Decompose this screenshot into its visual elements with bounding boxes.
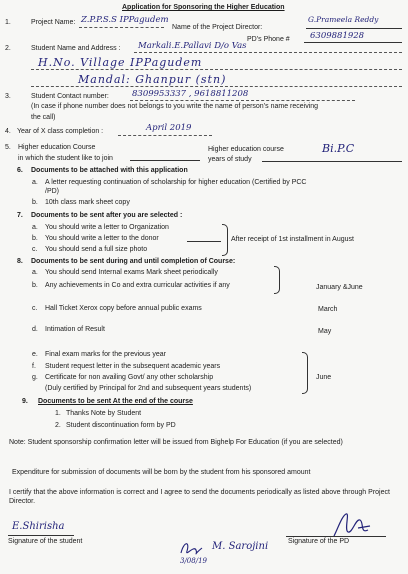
page-title: Application for Sponsoring the Higher Education <box>122 4 285 11</box>
s8-item-a: You should send Internal exams Mark sheet periodically <box>45 269 218 276</box>
s9-title: Documents to be sent At the end of the course <box>38 398 193 405</box>
project-name-line <box>79 27 164 28</box>
s8-item-c: Hall Ticket Xerox copy before annual public exams <box>45 305 202 312</box>
s7-title: Documents to be sent after you are selected : <box>31 212 183 219</box>
address-line-2: Mandal: Ghanpur (stn) <box>78 73 227 86</box>
xclass-line <box>118 135 212 136</box>
course-value: Bi.P.C <box>322 142 355 155</box>
s7-item-c: You should send a full size photo <box>45 246 148 253</box>
s6-item-a-cont: /PD) <box>45 188 59 195</box>
phone-value: 6309881928 <box>310 31 365 41</box>
s3-number: 3. <box>5 93 11 100</box>
contact-line <box>130 100 355 101</box>
s8-when-d: May <box>318 328 332 335</box>
student-signature-line <box>8 535 74 536</box>
xclass-label: Year of X class completion : <box>17 128 104 135</box>
s7-item-b-marker: b. <box>32 235 38 242</box>
s7-item-b-line <box>187 241 221 242</box>
address-line-1-rule <box>31 69 402 70</box>
address-line-1: H.No. Village IPPagudem <box>38 56 203 69</box>
course-line <box>130 160 200 161</box>
pd-signature-label: Signature of the PD <box>288 538 350 545</box>
s9-item-2: Student discontinuation form by PD <box>66 422 176 429</box>
course-label-1: Higher education Course <box>18 144 96 151</box>
middle-signature: M. Sarojini <box>212 541 269 552</box>
s1-number: 1. <box>5 19 11 26</box>
s8-when-efg: June <box>316 374 332 381</box>
s7-item-a-marker: a. <box>32 224 38 231</box>
s8-item-c-marker: c. <box>32 305 38 312</box>
s6-item-a-marker: a. <box>32 179 38 186</box>
note-text: Note: Student sponsorship confirmation letter will be issued from Bighelp For Education (if you are selected) <box>9 439 343 446</box>
student-signature: E.Shirisha <box>12 521 65 532</box>
s8-title: Documents to be sent during and until completion of Course: <box>31 258 236 265</box>
director-value: G.Prameela Reddy <box>308 15 379 24</box>
address-line-2-rule <box>31 86 402 87</box>
student-name-value: Markali.E.Pallavi D/o Vas <box>138 41 247 51</box>
student-name-line <box>134 52 402 53</box>
expenditure-text: Expenditure for submission of documents will be born by the student from his sponsored amount <box>12 469 311 476</box>
s8-item-g: Certificate for non availing Govt/ any other scholarship <box>45 374 214 381</box>
s7-item-a: You should write a letter to Organization <box>45 224 169 231</box>
director-line <box>306 28 402 29</box>
s2-number: 2. <box>5 45 11 52</box>
course-label-3: Higher education course <box>208 146 284 153</box>
certify-text: I certify that the above information is correct and I agree to send the documents periodically as listed above through Project Director. <box>9 489 390 505</box>
s8-item-b: Any achievements in Co and extra curricular activities if any <box>45 282 230 289</box>
s6-title: Documents to be attached with this application <box>31 167 188 174</box>
s9-number: 9. <box>22 398 28 405</box>
phone-label: PD’s Phone # <box>247 36 290 43</box>
s8-item-d: Intimation of Result <box>45 326 105 333</box>
xclass-value: April 2019 <box>146 123 192 133</box>
initials-scribble-icon <box>178 539 208 573</box>
director-label: Name of the Project Director: <box>172 24 263 31</box>
s8-item-e: Final exam marks for the previous year <box>45 351 166 358</box>
years-line <box>262 161 402 162</box>
contact-value: 8309953337 , 9618811208 <box>132 89 249 99</box>
s6-item-b-marker: b. <box>32 199 38 206</box>
s6-number: 6. <box>17 167 23 174</box>
s8-item-g-cont: (Duly certified by Principal for 2nd and subsequent years students) <box>45 385 252 392</box>
s8-item-e-marker: e. <box>32 351 38 358</box>
s7-item-c-marker: c. <box>32 246 38 253</box>
s9-item-1-marker: 1. <box>55 410 61 417</box>
s8-item-f: Student request letter in the subsequent academic years <box>45 363 221 370</box>
student-name-label: Student Name and Address : <box>31 45 121 52</box>
project-name-value: Z.P.P.S.S IPPagudem <box>81 15 169 25</box>
s8-when-ab: January &June <box>316 284 363 291</box>
contact-note-1: (In case if phone number does not belongs to you write the name of person’s name receiving <box>31 103 319 110</box>
s8-number: 8. <box>17 258 23 265</box>
s7-brace <box>222 224 228 256</box>
contact-note-2: the call) <box>31 114 56 121</box>
s8-item-a-marker: a. <box>32 269 38 276</box>
s8-ab-brace <box>274 266 280 294</box>
s9-item-2-marker: 2. <box>55 422 61 429</box>
s7-number: 7. <box>17 212 23 219</box>
s8-when-c: March <box>318 306 338 313</box>
s8-item-d-marker: d. <box>32 326 38 333</box>
contact-label: Student Contact number: <box>31 93 109 100</box>
s9-item-1: Thanks Note by Student <box>66 410 142 417</box>
course-label-2: in which the student like to join <box>18 155 113 162</box>
s8-item-f-marker: f. <box>32 363 36 370</box>
s5-number: 5. <box>5 144 11 151</box>
s8-item-b-marker: b. <box>32 282 38 289</box>
s8-item-g-marker: g. <box>32 374 38 381</box>
student-signature-label: Signature of the student <box>8 538 83 545</box>
project-name-label: Project Name: <box>31 19 76 26</box>
middle-date: 3/08/19 <box>180 557 207 565</box>
s7-side-note: After receipt of 1st installment in August <box>231 236 354 243</box>
s6-item-a: A letter requesting continuation of scholarship for higher education (Certified by PCC <box>45 179 307 186</box>
s6-item-b: 10th class mark sheet copy <box>45 199 130 206</box>
phone-line <box>304 42 402 43</box>
s4-number: 4. <box>5 128 11 135</box>
s7-item-b: You should write a letter to the donor <box>45 235 159 242</box>
course-label-4: years of study <box>208 156 252 163</box>
s8-efg-brace <box>302 352 308 394</box>
